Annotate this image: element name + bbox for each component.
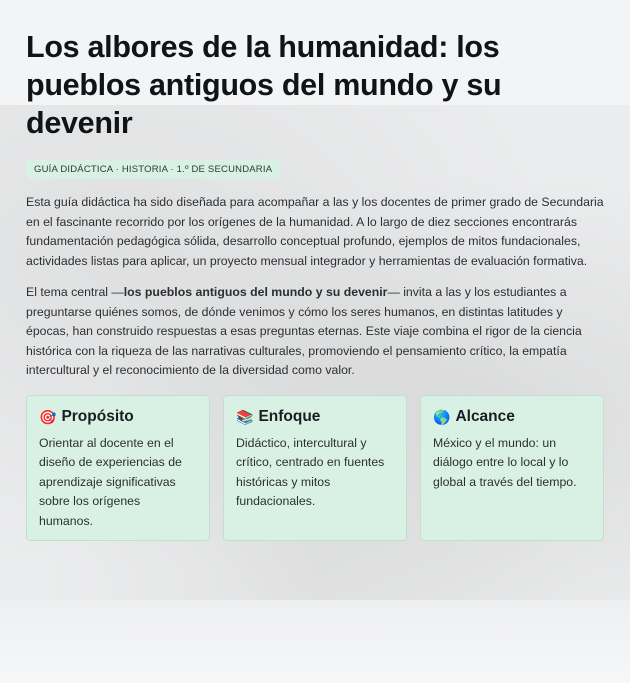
card-body: Didáctico, intercultural y crítico, centrado en fuentes históricas y mitos fundacionales. [236, 435, 385, 508]
card-title [433, 408, 591, 426]
card-title [39, 408, 197, 426]
intro-paragraph: Esta guía didáctica ha sido diseñada para acompañar a las y los docentes de primer grado de Secundaria en el fascinante recorrido por los orígenes de la humanidad. A lo largo de diez secciones encontrarás fundamentación pedagógica sólida, desarrollo conceptual profundo, ejemplos de mitos fundacionales, actividades listas para aplicar, un proyecto mensual integrador y herramientas de evaluación formativa. [26, 195, 604, 268]
category-tag: GUÍA DIDÁCTICA · HISTORIA · 1.º DE SECUNDARIA [26, 160, 280, 179]
card-body: México y el mundo: un diálogo entre lo local y lo global a través del tiempo. [433, 435, 577, 489]
card-title [236, 408, 394, 426]
card-title-label: Alcance [455, 407, 515, 425]
card-title-label: Enfoque [258, 407, 321, 425]
page-title: Los albores de la humanidad: los pueblos antiguos del mundo y su devenir [26, 30, 502, 140]
theme-text-before: El tema central — [26, 285, 124, 299]
background-fade [0, 600, 630, 683]
books-icon: 📚 [236, 408, 254, 425]
globe-icon: 🌎 [433, 408, 451, 425]
theme-text-after: — invita a las y los estudiantes a preguntarse quiénes somos, de dónde venimos y cómo los seres humanos, en distintas latitudes y épocas, han construido respuestas a esas preguntas eternas. Este viaje combina el rigor de la ciencia histórica con la riqueza de las narrativas culturales, promoviendo el pensamiento crítico, la empatía intercultural y el reconocimiento de la diversidad como valor. [26, 285, 582, 377]
target-icon: 🎯 [39, 408, 57, 425]
info-cards [26, 395, 604, 541]
card-title-label: Propósito [61, 407, 134, 425]
card-alcance [420, 395, 604, 541]
card-proposito [26, 395, 210, 541]
card-enfoque [223, 395, 407, 541]
theme-paragraph [26, 283, 604, 381]
card-body: Orientar al docente en el diseño de experiencias de aprendizaje significativas sobre los orígenes humanos. [39, 435, 182, 528]
theme-bold-text: los pueblos antiguos del mundo y su devenir [123, 285, 388, 299]
